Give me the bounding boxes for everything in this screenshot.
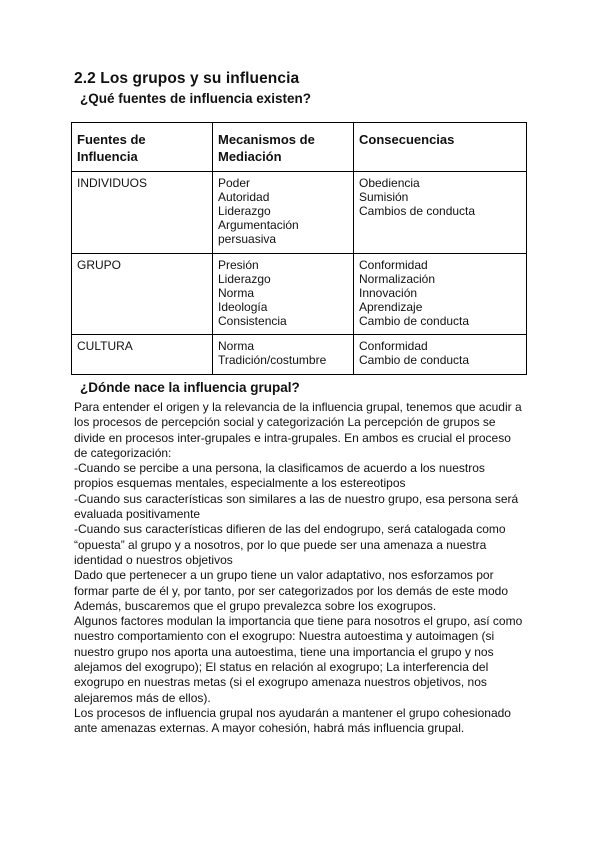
mechanism-item: Norma	[218, 286, 255, 300]
mechanism-item: Tradición/costumbre	[218, 353, 327, 367]
consequence-item: Innovación	[359, 286, 418, 300]
consequence-item: Cambios de conducta	[359, 204, 476, 218]
text-line: Algunos factores modulan la importancia que tiene para nosotros el grupo, así como	[74, 614, 523, 629]
text-line: exogrupo en nuestras metas (si el exogrupo amenaza nuestros objetivos, nos	[74, 675, 487, 690]
text-line: evaluada positivamente	[74, 507, 201, 522]
text-line: divide en procesos inter-grupales e intra-grupales. En ambos es crucial el proceso	[74, 430, 511, 445]
text-line: -Cuando se percibe a una persona, la clasificamos de acuerdo a los nuestros	[74, 461, 485, 476]
section-title: 2.2 Los grupos y su influencia	[74, 70, 300, 87]
text-line: “opuesta” al grupo y a nosotros, por lo que puede ser una amenaza a nuestra	[74, 537, 487, 552]
text-line: alejaremos más de ellos).	[74, 690, 211, 705]
influence-table	[71, 122, 527, 375]
text-line: formar parte de él y, por tanto, por ser categorizados por los demás de este modo	[74, 583, 509, 598]
text-line: identidad o nuestros objetivos	[74, 552, 233, 567]
mechanisms-cell	[213, 172, 354, 254]
consequences-cell	[354, 172, 527, 254]
mechanisms-cell	[213, 335, 354, 375]
text-line: ante amenazas externas. A mayor cohesión, habrá más influencia grupal.	[74, 721, 465, 736]
consequence-item: Sumisión	[359, 190, 409, 204]
header-consequences: Consecuencias	[354, 123, 527, 172]
consequence-item: Cambio de conducta	[359, 353, 470, 367]
mechanism-item: Presión	[218, 258, 259, 272]
text-line: Los procesos de influencia grupal nos ayudarán a mantener el grupo cohesionado	[74, 705, 511, 720]
consequences-cell	[354, 254, 527, 335]
text-line: nuestro comportamiento con el exogrupo: Nuestra autoestima y autoimagen (si	[74, 629, 495, 644]
text-line: propios esquemas mentales, especialmente a los estereotipos	[74, 476, 406, 491]
source-cell: INDIVIDUOS	[72, 172, 213, 254]
consequence-item: Aprendizaje	[359, 300, 423, 314]
consequence-item: Obediencia	[359, 176, 420, 190]
text-line: -Cuando sus características difieren de las del endogrupo, será catalogada como	[74, 522, 506, 537]
question-sources-heading: ¿Qué fuentes de influencia existen?	[80, 91, 312, 106]
text-line: nuestro grupo nos aporta una autoestima, tiene una importancia el grupo y nos	[74, 644, 494, 659]
mechanisms-cell	[213, 254, 354, 335]
consequence-item: Conformidad	[359, 258, 428, 272]
text-line: Para entender el origen y la relevancia de la influencia grupal, tenemos que acudir a	[74, 400, 522, 414]
mechanism-item: Ideología	[218, 300, 268, 314]
table-row	[72, 254, 527, 335]
mechanism-item: Poder	[218, 176, 251, 190]
source-cell: GRUPO	[72, 254, 213, 335]
text-line: alejamos del exogrupo); El status en relación al exogrupo; La interferencia del	[74, 660, 489, 675]
consequence-item: Conformidad	[359, 339, 428, 353]
table-row	[72, 335, 527, 375]
text-line: Además, buscaremos que el grupo prevalezca sobre los exogrupos.	[74, 598, 437, 613]
consequence-item: Cambio de conducta	[359, 314, 470, 328]
question-origin-heading: ¿Dónde nace la influencia grupal?	[80, 380, 300, 395]
body-paragraph	[74, 400, 544, 737]
table-header-row	[72, 123, 527, 172]
mechanism-item: Liderazgo	[218, 272, 271, 286]
text-line: los procesos de percepción social y categorización La percepción de grupos se	[74, 415, 496, 430]
mechanism-item: Norma	[218, 339, 255, 353]
mechanism-item: Argumentación	[218, 218, 299, 232]
consequence-item: Normalización	[359, 272, 436, 286]
mechanism-item: Autoridad	[218, 190, 270, 204]
table-row	[72, 172, 527, 254]
mechanism-item: persuasiva	[218, 232, 277, 246]
text-line: -Cuando sus características son similares a las de nuestro grupo, esa persona será	[74, 491, 519, 506]
text-line: de categorización:	[74, 445, 172, 460]
text-line: Dado que pertenecer a un grupo tiene un valor adaptativo, nos esforzamos por	[74, 568, 494, 583]
mechanism-item: Liderazgo	[218, 204, 271, 218]
header-sources: Fuentes de Influencia	[72, 123, 213, 172]
mechanism-item: Consistencia	[218, 314, 287, 328]
consequences-cell	[354, 335, 527, 375]
header-mechanisms: Mecanismos de Mediación	[213, 123, 354, 172]
source-cell: CULTURA	[72, 335, 213, 375]
